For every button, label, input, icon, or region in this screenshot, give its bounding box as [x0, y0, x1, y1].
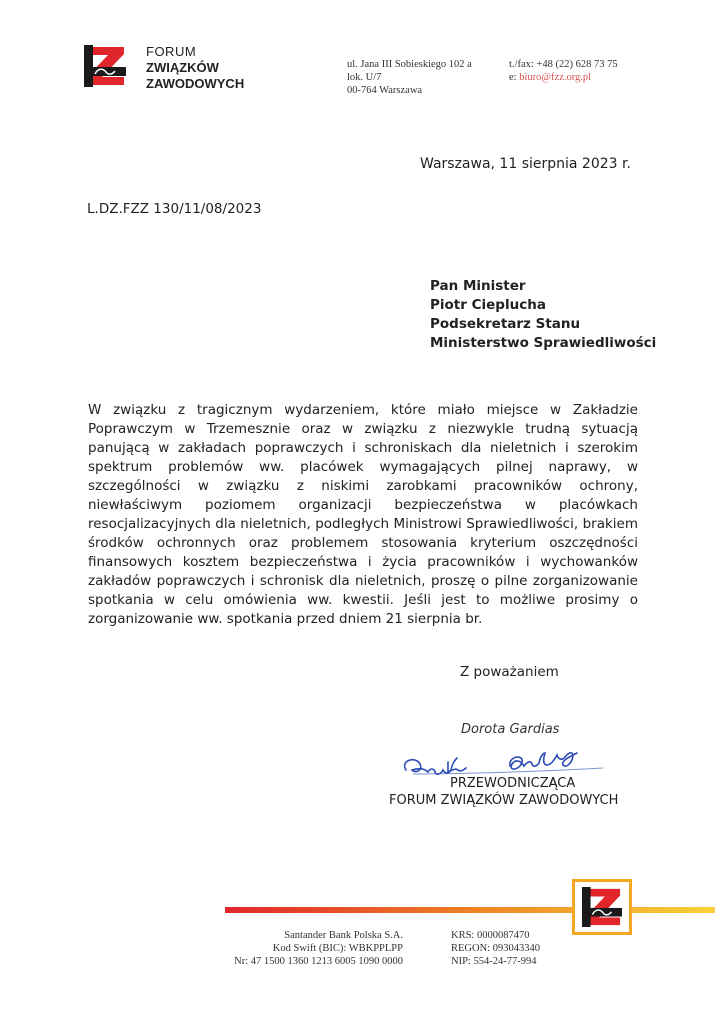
- footer-color-stripe: [225, 907, 715, 913]
- email-label: e:: [509, 72, 520, 83]
- regon-number: REGON: 093043340: [451, 943, 540, 954]
- org-name-line3: ZAWODOWYCH: [146, 76, 245, 91]
- email-link[interactable]: biuro@fzz.org.pl: [519, 72, 592, 83]
- account-number: Nr: 47 1500 1360 1213 6005 1090 0000: [234, 956, 403, 967]
- krs-number: KRS: 0000087470: [451, 930, 530, 941]
- address-line2: lok. U/7: [347, 72, 382, 83]
- bank-name: Santander Bank Polska S.A.: [284, 930, 403, 941]
- letter-body: W związku z tragicznym wydarzeniem, które miało miejsce w Zakładzie Poprawczym w Trzemesznie oraz w związku z niezwykle trudną sytuacją panującą w zakładach poprawczych i schroniskach dla nieletnich i szerokim spektrum problemów ww. placówek wymagających pilnej naprawy, w szczególności w związku z niskimi zarobkami pracowników ochrony, niewłaściwym poziomem organizacji bezpieczeństwa w placówkach resocjalizacyjnych dla nieletnich, podległych Ministrowi Sprawiedliwości, brakiem środków ochronnych oraz problemem stosowania kryterium oszczędności finansowych kosztem bezpieczeństwa i życia pracowników i wychowanków zakładów poprawczych i schronisk dla nieletnich, proszę o pilne zorganizowanie spotkania w celu omówienia ww. kwestii. Jeśli jest to możliwe prosimy o zorganizowanie ww. spotkania przed dniem 21 sierpnia br.: [88, 402, 638, 627]
- signer-name: Dorota Gardias: [461, 722, 560, 737]
- nip-number: NIP: 554-24-77-994: [451, 956, 537, 967]
- header-contact: [509, 58, 618, 84]
- recipient-line: Podsekretarz Stanu: [430, 316, 581, 332]
- phone-fax: t./fax: +48 (22) 628 73 75: [509, 59, 618, 70]
- recipient-block: [430, 277, 656, 353]
- recipient-line: Piotr Cieplucha: [430, 297, 546, 313]
- fzz-logo-icon: [84, 45, 126, 87]
- letter-date: Warszawa, 11 sierpnia 2023 r.: [420, 156, 631, 172]
- registration-details: [451, 929, 540, 968]
- recipient-line: Ministerstwo Sprawiedliwości: [430, 335, 657, 351]
- signer-title: PRZEWODNICZĄCA: [450, 776, 576, 791]
- address-line3: 00-764 Warszawa: [347, 85, 423, 96]
- bank-details: [200, 929, 403, 968]
- swift-code: Kod Swift (BIC): WBKPPLPP: [272, 943, 403, 954]
- email-line: [509, 71, 618, 84]
- org-name-line1: FORUM: [146, 44, 197, 59]
- organization-name: [146, 44, 244, 92]
- address-line1: ul. Jana III Sobieskiego 102 a: [347, 59, 472, 70]
- recipient-line: Pan Minister: [430, 278, 526, 294]
- closing-salutation: Z poważaniem: [460, 664, 559, 680]
- header-address: [347, 58, 472, 97]
- fzz-footer-logo-icon: [581, 887, 623, 927]
- org-name-line2: ZWIĄZKÓW: [146, 60, 219, 75]
- reference-number: L.DZ.FZZ 130/11/08/2023: [87, 201, 262, 217]
- signer-organization: FORUM ZWIĄZKÓW ZAWODOWYCH: [389, 793, 619, 808]
